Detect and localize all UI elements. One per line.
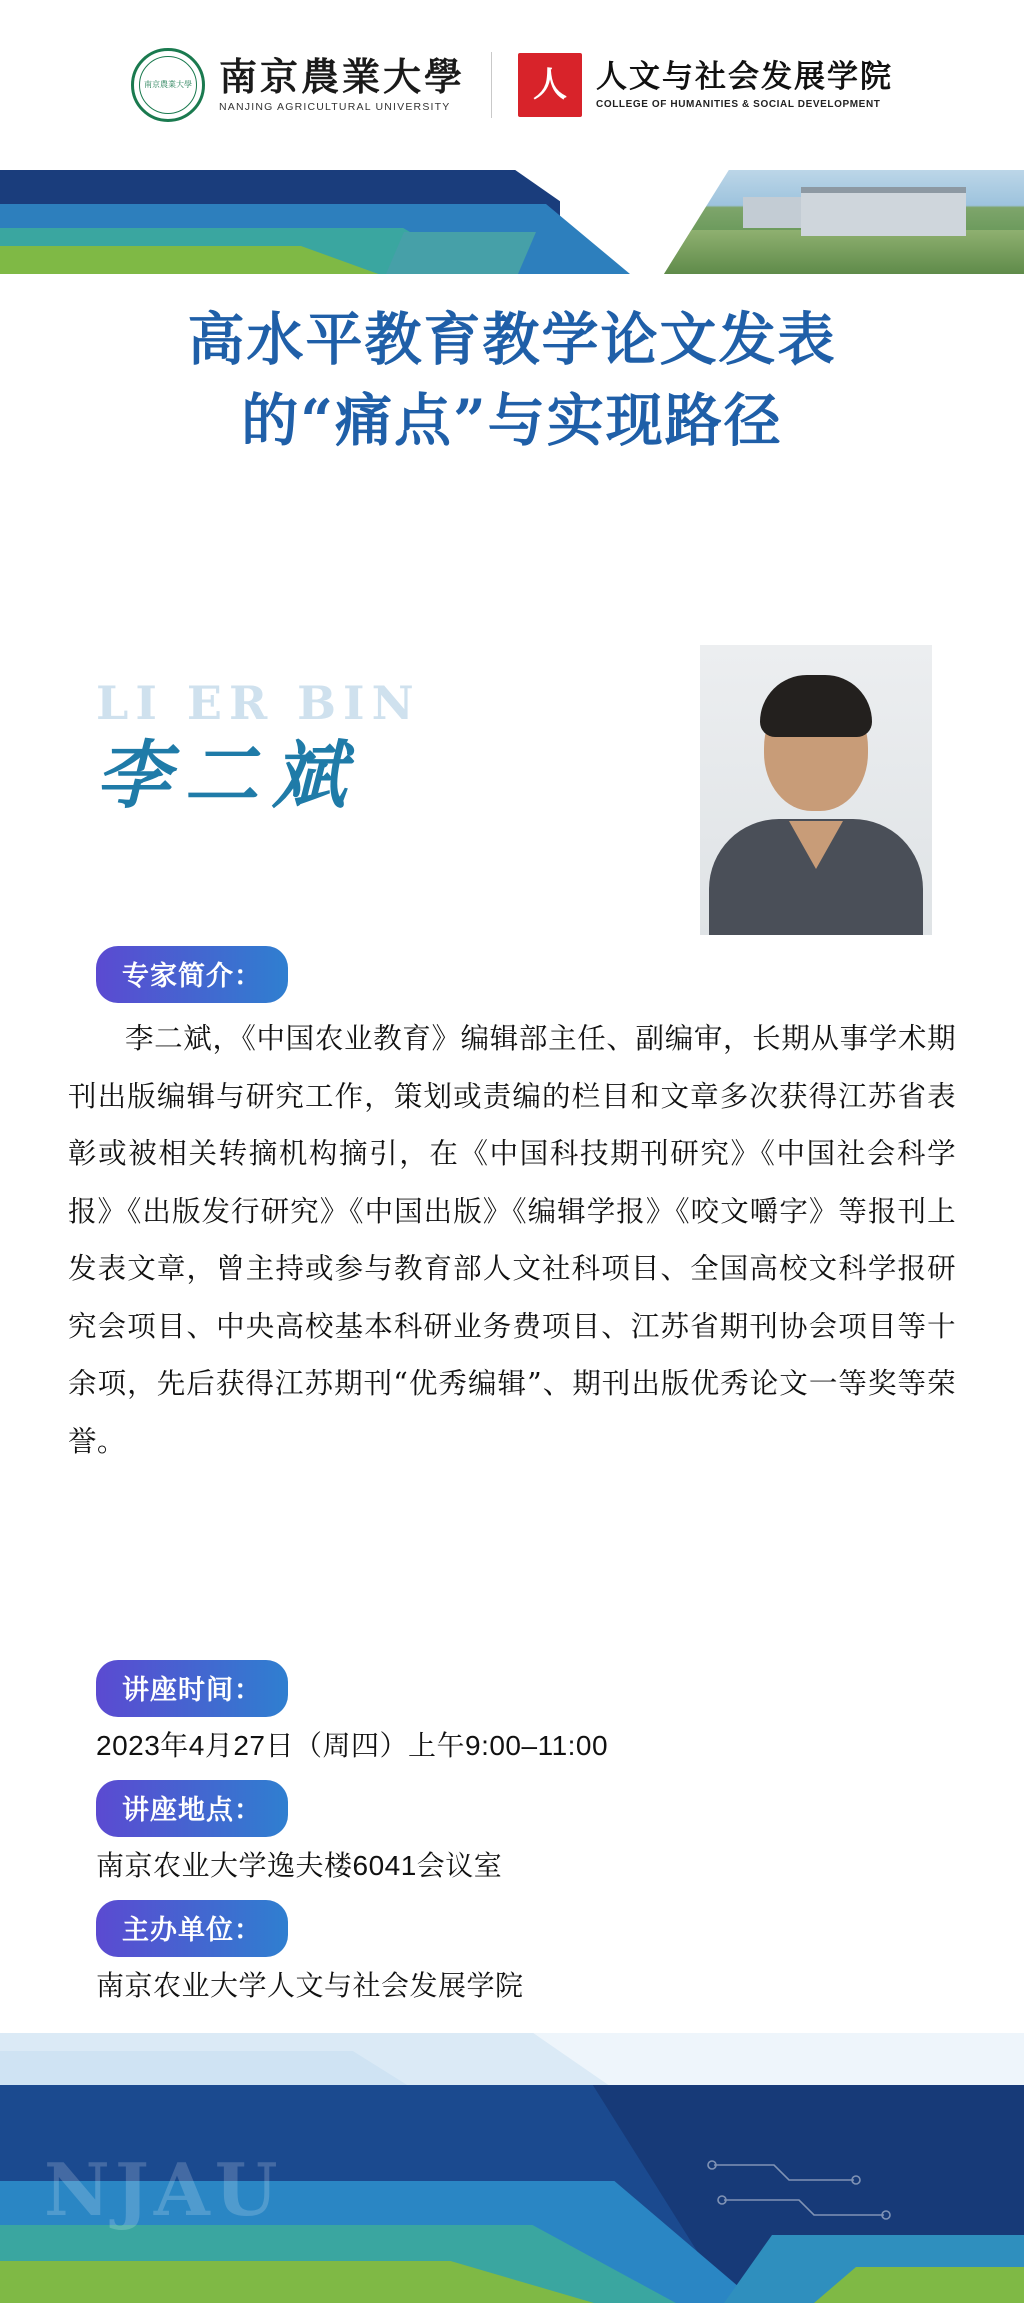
lecture-place: 南京农业大学逸夫楼6041会议室 [96, 1850, 503, 1881]
university-logo [131, 48, 465, 122]
banner-graphic [0, 170, 1024, 274]
campus-lawn [664, 230, 1024, 274]
college-name-block [596, 60, 893, 110]
bio-section-label-wrap [96, 946, 288, 1003]
logo-divider [491, 52, 492, 118]
speaker-portrait [700, 645, 932, 935]
place-section-label-wrap [96, 1780, 288, 1837]
speaker-name: 李二斌 [96, 733, 360, 819]
bio-paragraph: 李二斌，《中国农业教育》编辑部主任、副编审，长期从事学术期刊出版编辑与研究工作，策划或责编的栏目和文章多次获得江苏省表彰或被相关转摘机构摘引，在《中国科技期刊研究》《中国社会科学报》《出版发行研究》《中国出版》《编辑学报》《咬文嚼字》等报刊上发表文章，曾主持或参与教育部人文社科项目、全国高校文科学报研究会项目、中央高校基本科研业务费项目、江苏省期刊协会项目等十余项，先后获得江苏期刊“优秀编辑”、期刊出版优秀论文一等奖等荣誉。 [68, 1022, 956, 1458]
host-section-label: 主办单位： [96, 1900, 288, 1957]
poster-title-line2: 的“痛点”与实现路径 [241, 386, 783, 454]
circuit-decoration-icon [704, 2145, 904, 2235]
footer-wave-light [0, 2033, 1024, 2093]
college-mark-icon [518, 53, 582, 117]
banner-band-accent [386, 232, 536, 274]
speaker-block [0, 655, 1024, 955]
time-section-label: 讲座时间： [96, 1660, 288, 1717]
campus-building-main [801, 187, 967, 237]
footer-watermark: NJAU [44, 2147, 283, 2232]
university-seal-text: 南京農業大學 [139, 56, 197, 114]
university-name-en: NANJING AGRICULTURAL UNIVERSITY [218, 101, 451, 114]
college-mark-glyph: 人 [533, 65, 567, 105]
university-name-block [218, 53, 465, 114]
time-section-label-wrap [96, 1660, 288, 1717]
poster-title [0, 300, 1024, 462]
header-logos [0, 0, 1024, 170]
place-section-label: 讲座地点： [96, 1780, 288, 1837]
lecture-time: 2023年4月27日（周四）上午9:00–11:00 [96, 1730, 609, 1761]
speaker-pinyin: LI ER BIN [96, 676, 421, 730]
lecture-host: 南京农业大学人文与社会发展学院 [96, 1970, 524, 2001]
college-name-en: COLLEGE OF HUMANITIES & SOCIAL DEVELOPMENT [596, 99, 881, 111]
college-logo [518, 53, 893, 117]
college-name-cn: 人文与社会发展学院 [596, 58, 893, 95]
footer-graphic [0, 2033, 1024, 2303]
university-seal-icon [131, 48, 205, 122]
campus-building-secondary [743, 197, 801, 228]
poster-title-line1: 高水平教育教学论文发表 [187, 306, 837, 373]
bio-section-label: 专家简介： [96, 946, 288, 1003]
footer-bands [0, 2085, 1024, 2303]
university-name-cn: 南京農業大學 [218, 53, 465, 99]
campus-photo [664, 170, 1024, 274]
host-section-label-wrap [96, 1900, 288, 1957]
